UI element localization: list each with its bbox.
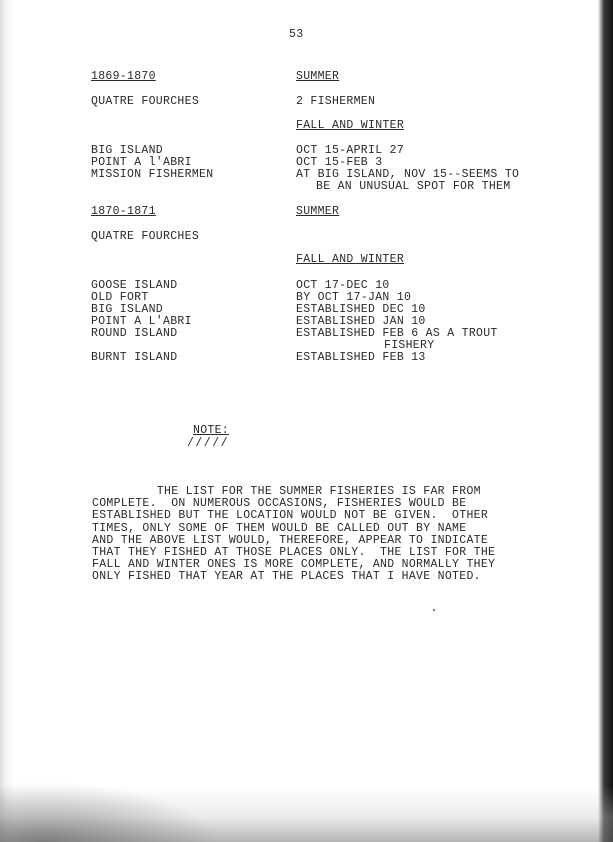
fall-value: BY OCT 17-JAN 10 (296, 291, 412, 304)
location-item: BIG ISLAND (91, 144, 164, 157)
page-number: 53 (289, 28, 304, 41)
years-1870-1871: 1870-1871 (91, 205, 156, 218)
note-hatch: ///// (187, 437, 230, 450)
location-quatre-fourches-1: QUATRE FOURCHES (91, 95, 200, 108)
fall-winter-heading-2: FALL AND WINTER (296, 253, 405, 266)
location-item: GOOSE ISLAND (91, 279, 178, 292)
note-paragraph: THE LIST FOR THE SUMMER FISHERIES IS FAR FROM COMPLETE. ON NUMEROUS OCCASIONS, FISHERIES WOULD BE ESTABLISHED BUT THE LOCATION WOULD NOT BE GIVEN. OTHER TIMES, ONLY SOME OF THEM WOULD BE CALLED OUT BY NAME AND THE ABOVE LIST WOULD, THEREFORE, APPEAR TO INDICATE THAT THEY FISHED AT THOSE PLACES ONLY. THE LIST FOR THE FALL AND WINTER ONES IS MORE COMPLETE, AND NORMALLY THEY ONLY FISHED THAT YEAR AT THE PLACES THAT I HAVE NOTED. (92, 485, 496, 584)
scan-shadow-corner (0, 782, 220, 842)
summer-value-1: 2 FISHERMEN (296, 95, 376, 108)
fall-value: ESTABLISHED FEB 13 (296, 351, 426, 364)
fall-value: OCT 17-DEC 10 (296, 279, 390, 292)
location-item: OLD FORT (91, 291, 149, 304)
location-item: ROUND ISLAND (91, 327, 178, 340)
scan-shadow (0, 786, 613, 842)
note-heading: NOTE: (193, 424, 230, 437)
location-item: POINT A l'ABRI (91, 156, 192, 169)
fall-value: AT BIG ISLAND, NOV 15--SEEMS TO (296, 168, 520, 181)
fall-value: OCT 15-FEB 3 (296, 156, 383, 169)
fall-value: BE AN UNUSUAL SPOT FOR THEM (316, 180, 511, 193)
years-1869-1870: 1869-1870 (91, 70, 156, 83)
fall-value: ESTABLISHED DEC 10 (296, 303, 426, 316)
fall-winter-heading-1: FALL AND WINTER (296, 119, 405, 132)
location-quatre-fourches-2: QUATRE FOURCHES (91, 230, 200, 243)
fall-value: FISHERY (384, 339, 435, 352)
location-item: BURNT ISLAND (91, 351, 178, 364)
location-item: POINT A L'ABRI (91, 315, 192, 328)
location-item: MISSION FISHERMEN (91, 168, 214, 181)
fall-value: ESTABLISHED JAN 10 (296, 315, 426, 328)
summer-heading-2: SUMMER (296, 205, 340, 218)
summer-heading-1: SUMMER (296, 70, 340, 83)
location-item: BIG ISLAND (91, 303, 164, 316)
stray-mark (433, 609, 435, 611)
fall-value: ESTABLISHED FEB 6 AS A TROUT (296, 327, 498, 340)
fall-value: OCT 15-APRIL 27 (296, 144, 405, 157)
